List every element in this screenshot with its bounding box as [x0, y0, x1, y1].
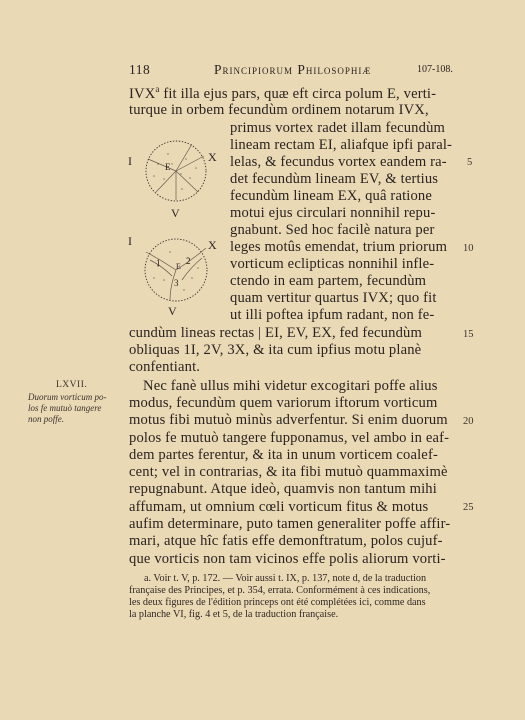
- margin-note-line: non poffe.: [28, 414, 64, 424]
- footnote-line: la planche VI, fig. 4 et 5, de la traduction française.: [129, 609, 339, 620]
- text-line-21: polos fe mutuò tangere fupponamus, vel ambo in eaf-: [129, 430, 450, 446]
- text-line-13: quam vertitur quartus IVX; quo fit: [230, 290, 437, 306]
- footnote-marker: a: [155, 84, 160, 95]
- footnote-line: les deux figures de l'édition princeps ont été complétées ici, comme dans: [129, 597, 426, 608]
- line-number: 5: [467, 157, 473, 168]
- figure-label: 2: [186, 256, 191, 266]
- text-line-28: que vorticis non tam vicinos effe polis aliorum vorti-: [129, 551, 446, 567]
- figure-label: I: [128, 234, 132, 248]
- text-line-20: motus fibi mutuò minùs adverfentur. Si enim duorum: [129, 412, 448, 428]
- margin-note-number: LXVII.: [56, 380, 88, 390]
- text-line-5: lelas, & fecundus vortex eandem ra-: [230, 154, 447, 170]
- text-line-6: det fecundùm lineam EV, & tertius: [230, 171, 439, 187]
- line-number: 25: [463, 502, 474, 513]
- text-line-18: Nec fanè ullus mihi videtur excogitari poffe alius: [143, 378, 438, 394]
- figure-label: X: [208, 150, 217, 164]
- line-number: 10: [463, 243, 474, 254]
- vortex-figure-2: [126, 230, 222, 320]
- footnote-line: française des Principes, et p. 354, errata. Conformément à ces indications,: [129, 585, 431, 596]
- text-line-23: cent; vel in contrarias, & ita fibi mutuò quammaximè: [129, 464, 448, 480]
- text-line-17: confentiant.: [129, 359, 201, 375]
- line-number: 15: [463, 329, 474, 340]
- page-number: 118: [129, 62, 151, 77]
- text-line-24: repugnabunt. Atque ideò, quamvis non tantum mihi: [129, 481, 437, 497]
- figure-label: 3: [174, 278, 179, 288]
- text-line-16: obliquas 1I, 2V, 3X, & ita cum ipfius motu planè: [129, 342, 422, 358]
- running-title: Principiorum Philosophiæ: [214, 62, 372, 77]
- text-line-10: leges motûs emendat, trium priorum: [230, 239, 448, 255]
- figure-label: E: [165, 162, 171, 172]
- text-line-7: fecundùm lineam EX, quâ ratione: [230, 188, 433, 204]
- text-line-1: IVX$^a$ fit illa ejus pars, quæ eft circa polum E, verti-: [129, 84, 437, 102]
- text-line-3: primus vortex radet illam fecundùm: [230, 120, 446, 136]
- text-line-12: ctendo in eam partem, fecundùm: [230, 273, 427, 289]
- text-line-25: affumam, ut omnium cœli vorticum fitus & motus: [129, 499, 429, 515]
- text-line-11: vorticum eclipticas nonnihil infle-: [230, 256, 435, 272]
- text-line-15: cundùm lineas rectas | EI, EV, EX, fed fecundùm: [129, 325, 422, 341]
- footnote-line: a. Voir t. V, p. 172. — Voir aussi t. IX, p. 137, note d, de la traduction: [144, 573, 427, 584]
- figure-label: V: [171, 206, 180, 220]
- text-line-26: aufim determinare, puto tamen generaliter poffe affir-: [129, 516, 451, 532]
- text-line-14: ut illi poftea ipfum radant, non fe-: [230, 307, 435, 323]
- text-line-19: modus, fecundùm quem variorum iftorum vorticum: [129, 395, 438, 411]
- line-number: 20: [463, 416, 474, 427]
- text-line-27: mari, atque hîc fatis effe demonftratum, polos cujuf-: [129, 533, 443, 549]
- margin-note-line: los fe mutuò tangere: [28, 403, 102, 413]
- text-line-4: lineam rectam EI, aliafque ipfi paral-: [230, 137, 453, 153]
- figure-label: E: [176, 262, 181, 271]
- figure-label: X: [208, 238, 217, 252]
- text-line-2: turque in orbem fecundùm ordinem notarum IVX,: [129, 102, 429, 118]
- text-line-22: dem partes ferentur, & ita in unum vorticem coalef-: [129, 447, 438, 463]
- page-reference: 107-108.: [417, 64, 453, 75]
- vortex-figure-1: [126, 134, 222, 224]
- text-line-9: gnabunt. Sed hoc facilè natura per: [230, 222, 435, 238]
- figure-label: V: [168, 304, 177, 318]
- figure-label: I: [128, 154, 132, 168]
- margin-note-line: Duorum vorticum po-: [28, 392, 107, 402]
- figure-label: 1: [156, 258, 161, 268]
- text-line-8: motui ejus circulari nonnihil repu-: [230, 205, 436, 221]
